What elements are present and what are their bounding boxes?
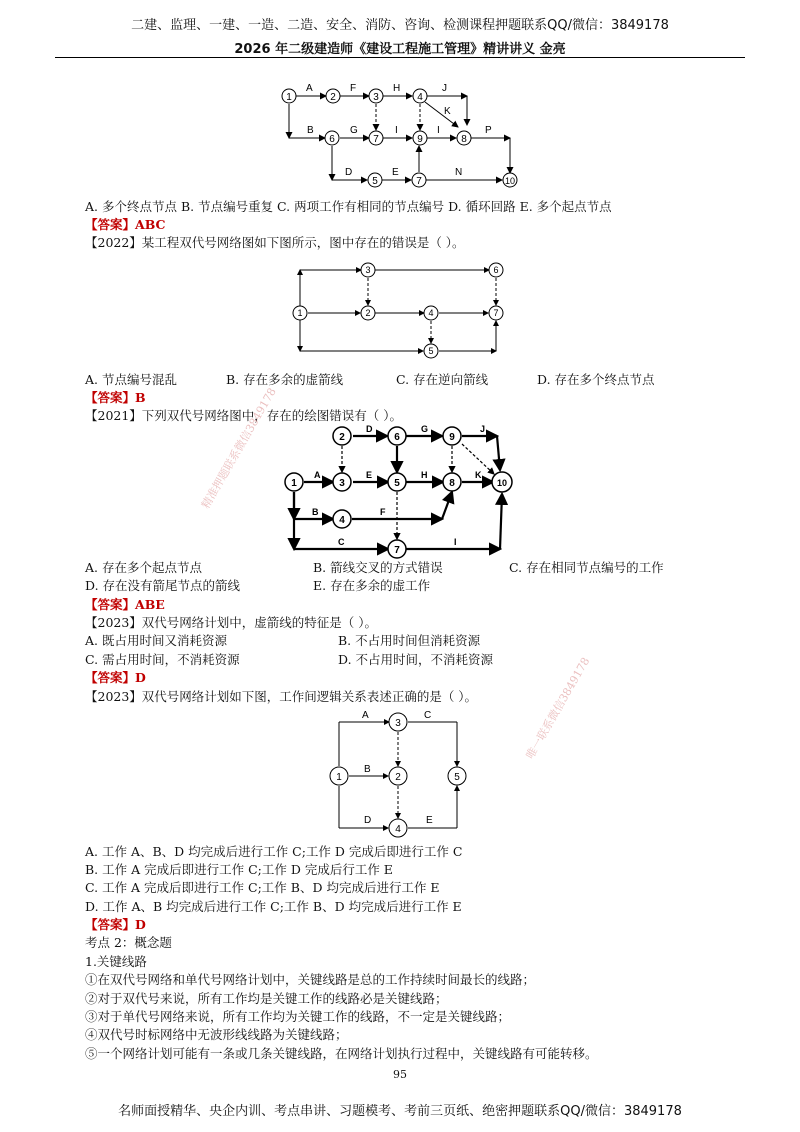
d1-label: D (345, 167, 353, 178)
q4-stem: 【2023】双代号网络计划如下图，工作间逻辑关系表述正确的是（ ）。 (85, 689, 478, 704)
d1-label: H (393, 83, 401, 94)
concept-subheading: 1.关键线路 (85, 954, 147, 969)
d1-label: E (392, 167, 399, 178)
q4-option-b: B. 工作 A 完成后即进行工作 C;工作 D 完成后行工作 E (85, 862, 393, 877)
q3-answer: 【答案】D (85, 670, 146, 685)
header-divider (55, 57, 745, 58)
d1-label: B (307, 125, 314, 136)
d3-label: C (338, 537, 345, 547)
d4-node: 1 (336, 772, 342, 783)
d4-label: C (424, 710, 432, 721)
q4-answer: 【答案】D (85, 917, 146, 932)
d4-node: 3 (395, 718, 401, 729)
d3-node: 10 (496, 478, 508, 488)
concept-item: ④双代号时标网络中无波形线线路为关键线路； (85, 1027, 348, 1042)
d4-node: 4 (395, 824, 401, 835)
d1-label: P (485, 125, 492, 136)
q1-option-a: A. 节点编号混乱 (85, 372, 177, 387)
watermark: 精准押题联系微信3849178 (199, 385, 279, 511)
network-diagram-4 (320, 706, 480, 842)
d2-node: 1 (297, 308, 303, 318)
q4-option-c: C. 工作 A 完成后即进行工作 C;工作 B、D 均完成后进行工作 E (85, 880, 440, 895)
q0-options: A. 多个终点节点 B. 节点编号重复 C. 两项工作有相同的节点编号 D. 循环回路 E. 多个起点节点 (85, 199, 612, 214)
d2-node: 2 (365, 308, 371, 318)
d1-label: N (455, 167, 463, 178)
concept-item: ①在双代号网络和单代号网络计划中，关键线路是总的工作持续时间最长的线路； (85, 972, 536, 987)
d2-node: 7 (493, 308, 499, 318)
q4-option-d: D. 工作 A、B 均完成后进行工作 C;工作 B、D 均完成后进行工作 E (85, 899, 462, 914)
d3-node: 6 (394, 432, 400, 443)
d2-node: 4 (428, 308, 434, 318)
d1-label: K (444, 106, 451, 117)
d4-label: B (364, 764, 371, 775)
d4-label: E (426, 815, 433, 826)
d1-node: 7 (416, 176, 422, 187)
d1-node: 9 (417, 134, 423, 145)
q2-option-c: C. 存在相同节点编号的工作 (509, 560, 664, 575)
d3-label: K (475, 470, 482, 480)
q2-option-b: B. 箭线交叉的方式错误 (313, 560, 443, 575)
q3-option-b: B. 不占用时间但消耗资源 (338, 633, 481, 648)
q2-stem: 【2021】下列双代号网络图中，存在的绘图错误有（ ）。 (85, 408, 403, 423)
d1-node: 1 (286, 92, 292, 103)
d3-label: J (480, 424, 486, 434)
d3-label: G (421, 424, 429, 434)
d1-label: I (395, 125, 398, 136)
concept-item: ⑤一个网络计划可能有一条或几条关键线路，在网络计划执行过程中，关键线路有可能转移。 (85, 1046, 598, 1061)
d4-node: 5 (454, 772, 460, 783)
d3-node: 5 (394, 478, 400, 489)
d1-label: I (437, 125, 440, 136)
q3-option-a: A. 既占用时间又消耗资源 (85, 633, 227, 648)
network-diagram-3 (282, 422, 522, 562)
d3-node: 3 (339, 478, 345, 489)
d1-node: 8 (461, 134, 467, 145)
q1-option-d: D. 存在多个终点节点 (537, 372, 655, 387)
d1-label: A (306, 83, 313, 94)
q2-option-a: A. 存在多个起点节点 (85, 560, 202, 575)
network-diagram-1 (270, 80, 530, 195)
d3-node: 4 (339, 515, 345, 526)
d2-node: 6 (493, 265, 499, 275)
d3-node: 8 (449, 478, 455, 489)
d1-node: 5 (372, 176, 378, 187)
d4-node: 2 (395, 772, 401, 783)
network-diagram-2 (290, 258, 510, 366)
d2-node: 3 (365, 265, 371, 275)
page-header-title: 2026 年二级建造师《建设工程施工管理》精讲讲义 金亮 (234, 42, 566, 57)
q0-answer: 【答案】ABC (85, 217, 166, 232)
d3-label: H (421, 470, 428, 480)
d3-node: 2 (339, 432, 345, 443)
q1-answer: 【答案】B (85, 390, 146, 405)
d3-node: 7 (394, 545, 400, 556)
d3-label: E (366, 470, 373, 480)
q2-option-d: D. 存在没有箭尾节点的箭线 (85, 578, 241, 593)
page-header-ad: 二建、监理、一建、一造、二造、安全、消防、咨询、检测课程押题联系QQ/微信：3849178 (131, 18, 669, 33)
concept-heading: 考点 2：概念题 (85, 935, 172, 950)
q3-stem: 【2023】双代号网络计划中，虚箭线的特征是（ ）。 (85, 615, 378, 630)
d1-node: 10 (504, 176, 516, 186)
d3-label: I (454, 537, 457, 547)
q3-option-d: D. 不占用时间，不消耗资源 (338, 652, 494, 667)
d1-label: F (350, 83, 357, 94)
d1-node: 6 (329, 134, 335, 145)
d1-node: 4 (417, 92, 423, 103)
q1-stem: 【2022】某工程双代号网络图如下图所示，图中存在的错误是（ ）。 (85, 235, 465, 250)
q2-answer: 【答案】ABE (85, 597, 165, 612)
d3-node: 9 (449, 432, 455, 443)
d2-node: 5 (428, 346, 434, 356)
q1-option-c: C. 存在逆向箭线 (396, 372, 489, 387)
d4-label: D (364, 815, 372, 826)
q3-option-c: C. 需占用时间，不消耗资源 (85, 652, 240, 667)
d1-label: J (442, 83, 447, 94)
d3-label: F (380, 507, 386, 517)
q1-option-b: B. 存在多余的虚箭线 (226, 372, 344, 387)
d3-node: 1 (291, 478, 297, 489)
watermark: 唯一联系微信3849178 (523, 655, 593, 762)
q4-option-a: A. 工作 A、B、D 均完成后进行工作 C;工作 D 完成后即进行工作 C (85, 844, 463, 859)
d1-node: 2 (330, 92, 336, 103)
page-number: 95 (393, 1068, 407, 1081)
concept-item: ②对于双代号来说，所有工作均是关键工作的线路必是关键线路； (85, 991, 448, 1006)
d3-label: A (314, 470, 321, 480)
page-footer: 名师面授精华、央企内训、考点串讲、习题模考、考前三页纸、绝密押题联系QQ/微信：3849178 (118, 1104, 682, 1119)
d1-label: G (350, 125, 358, 136)
d4-label: A (362, 710, 369, 721)
d3-label: B (312, 507, 319, 517)
q2-option-e: E. 存在多余的虚工作 (313, 578, 431, 593)
d1-node: 3 (373, 92, 379, 103)
d3-label: D (366, 424, 373, 434)
d1-node: 7 (373, 134, 379, 145)
concept-item: ③对于单代号网络来说，所有工作均为关键工作的线路，不一定是关键线路； (85, 1009, 511, 1024)
